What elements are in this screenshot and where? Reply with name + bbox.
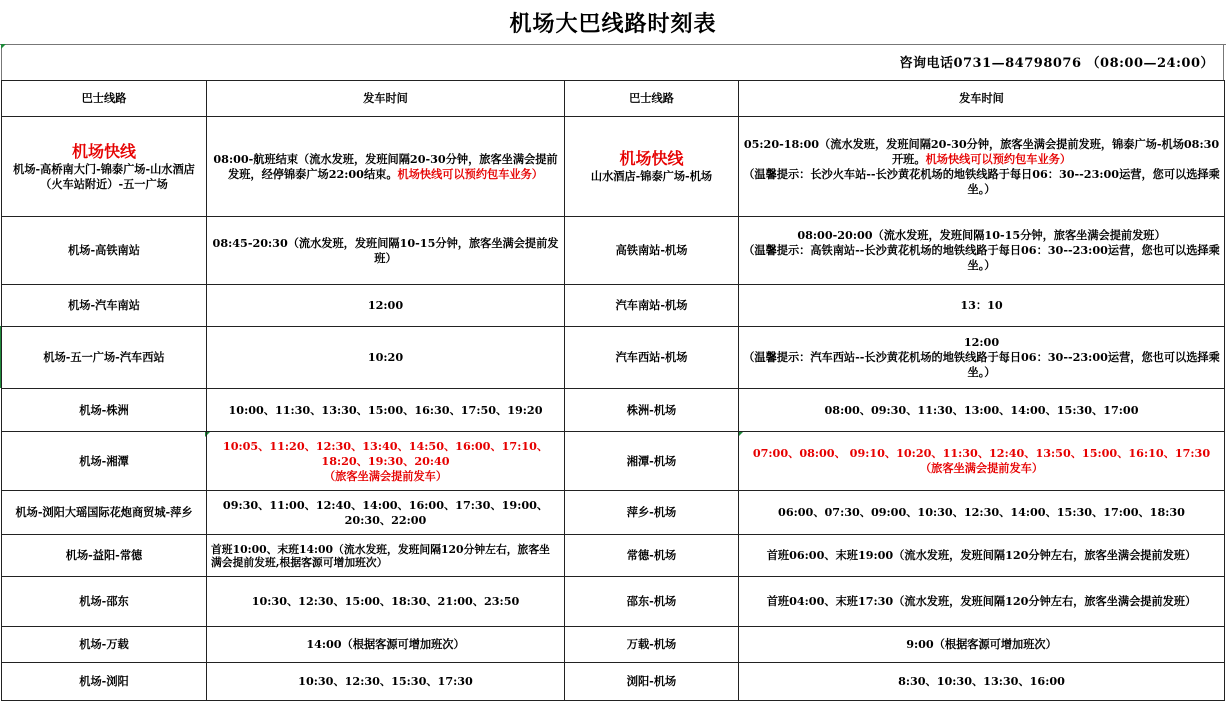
route-cell: 机场-株洲	[2, 389, 207, 432]
time-text: 05:20-18:00（流水发班，发班间隔20-30分钟，旅客坐满会提前发班，锦泰广场-机场08:30开班。	[743, 136, 1220, 166]
time-note: （温馨提示：高铁南站--长沙黄花机场的地铁线路于每日06：30--23:00运营，您也可以选择乘坐。）	[743, 243, 1220, 272]
time-red-note: （旅客坐满会提前发车）	[919, 461, 1044, 475]
hotline-left-border	[1, 44, 2, 80]
hotline-right-border	[1223, 44, 1224, 80]
hotline-text: 咨询电话0731—84798076 （08:00—24:00）	[899, 56, 1214, 71]
time-cell: 09:30、11:00、12:40、14:00、16:00、17:30、19:00、20:30、22:00	[207, 491, 565, 535]
route-cell: 机场-万载	[2, 627, 207, 663]
time-cell: 10:30、12:30、15:30、17:30	[207, 663, 565, 701]
time-cell: 14:00（根据客源可增加班次）	[207, 627, 565, 663]
route-cell: 机场-浏阳大瑶国际花炮商贸城-萍乡	[2, 491, 207, 535]
table-row	[2, 217, 1225, 285]
time-text: 08:00-航班结束（流水发班，发班间隔20-30分钟，旅客坐满会提前发班，经停锦泰广场22:00结束。	[213, 151, 558, 181]
express-badge: 机场快线	[71, 141, 136, 161]
route-cell: 高铁南站-机场	[565, 217, 739, 285]
time-cell	[739, 217, 1225, 285]
time-cell: 08:00、09:30、11:30、13:00、14:00、15:30、17:00	[739, 389, 1225, 432]
route-name: 山水酒店-锦泰广场-机场	[590, 169, 713, 183]
column-header-time-left: 发车时间	[207, 81, 565, 117]
time-cell: 首班10:00、末班14:00（流水发班，发班间隔120分钟左右，旅客坐满会提前发班,根据客源可增加班次）	[207, 535, 565, 577]
express-badge: 机场快线	[619, 149, 684, 168]
time-red-text: 机场快线可以预约包车业务）	[397, 166, 543, 181]
table-row	[2, 535, 1225, 577]
time-cell	[739, 432, 1225, 491]
column-header-time-right: 发车时间	[739, 81, 1225, 117]
route-cell: 邵东-机场	[565, 577, 739, 627]
table-row	[2, 432, 1225, 491]
route-cell: 汽车南站-机场	[565, 285, 739, 327]
header-row	[2, 81, 1225, 117]
time-cell: 12:00	[207, 285, 565, 327]
cell-marker	[1, 44, 6, 49]
route-cell: 机场-五一广场-汽车西站	[2, 327, 207, 389]
route-cell: 机场-益阳-常德	[2, 535, 207, 577]
time-cell: 08:45-20:30（流水发班，发班间隔10-15分钟，旅客坐满会提前发班）	[207, 217, 565, 285]
time-cell: 13：10	[739, 285, 1225, 327]
column-header-route-right: 巴士线路	[565, 81, 739, 117]
table-row	[2, 663, 1225, 701]
route-cell	[2, 117, 207, 217]
route-cell: 株洲-机场	[565, 389, 739, 432]
route-cell: 机场-浏阳	[2, 663, 207, 701]
route-cell	[565, 117, 739, 217]
route-cell: 机场-高铁南站	[2, 217, 207, 285]
time-cell: 8:30、10:30、13:30、16:00	[739, 663, 1225, 701]
time-cell: 10:30、12:30、15:00、18:30、21:00、23:50	[207, 577, 565, 627]
schedule-table	[1, 80, 1225, 701]
route-cell: 机场-邵东	[2, 577, 207, 627]
table-row	[2, 285, 1225, 327]
table-row	[2, 389, 1225, 432]
table-row	[2, 627, 1225, 663]
time-cell	[739, 327, 1225, 389]
route-name: 机场-高桥南大门-锦泰广场-山水酒店（火车站附近）-五一广场	[13, 161, 195, 191]
time-cell: 10:20	[207, 327, 565, 389]
time-red-text: 10:05、11:20、12:30、13:40、14:50、16:00、17:10、18:20、19:30、20:40	[222, 438, 549, 468]
time-red-note: （旅客坐满会提前发车）	[323, 468, 448, 483]
route-cell: 机场-湘潭	[2, 432, 207, 491]
time-cell: 首班04:00、末班17:30（流水发班，发班间隔120分钟左右，旅客坐满会提前发班）	[739, 577, 1225, 627]
route-cell: 机场-汽车南站	[2, 285, 207, 327]
time-cell: 10:00、11:30、13:30、15:00、16:30、17:50、19:20	[207, 389, 565, 432]
time-text: 12:00	[963, 335, 1000, 349]
route-cell: 万载-机场	[565, 627, 739, 663]
table-row	[2, 327, 1225, 389]
time-text: 08:00-20:00（流水发班，发班间隔10-15分钟，旅客坐满会提前发班）	[797, 228, 1166, 242]
time-note: （温馨提示：汽车西站--长沙黄花机场的地铁线路于每日06：30--23:00运营，您也可以选择乘坐。）	[743, 350, 1220, 379]
time-cell	[739, 117, 1225, 217]
time-cell	[207, 432, 565, 491]
column-header-route-left: 巴士线路	[2, 81, 207, 117]
time-red-text: 07:00、08:00、 09:10、10:20、11:30、12:40、13:50、15:00、16:10、17:30	[752, 446, 1211, 460]
route-cell: 湘潭-机场	[565, 432, 739, 491]
route-cell: 常德-机场	[565, 535, 739, 577]
route-cell: 萍乡-机场	[565, 491, 739, 535]
route-cell: 汽车西站-机场	[565, 327, 739, 389]
time-cell: 06:00、07:30、09:00、10:30、12:30、14:00、15:30、17:00、18:30	[739, 491, 1225, 535]
route-cell: 浏阳-机场	[565, 663, 739, 701]
time-cell: 首班06:00、末班19:00（流水发班，发班间隔120分钟左右，旅客坐满会提前发班）	[739, 535, 1225, 577]
time-red-text: 机场快线可以预约包车业务）	[925, 151, 1072, 166]
table-row	[2, 491, 1225, 535]
page-title: 机场大巴线路时刻表	[509, 10, 717, 37]
time-note: （温馨提示：长沙火车站--长沙黄花机场的地铁线路于每日06：30--23:00运营，您可以选择乘坐。）	[743, 166, 1220, 196]
table-row	[2, 117, 1225, 217]
time-cell	[207, 117, 565, 217]
table-row	[2, 577, 1225, 627]
time-cell: 9:00（根据客源可增加班次）	[739, 627, 1225, 663]
